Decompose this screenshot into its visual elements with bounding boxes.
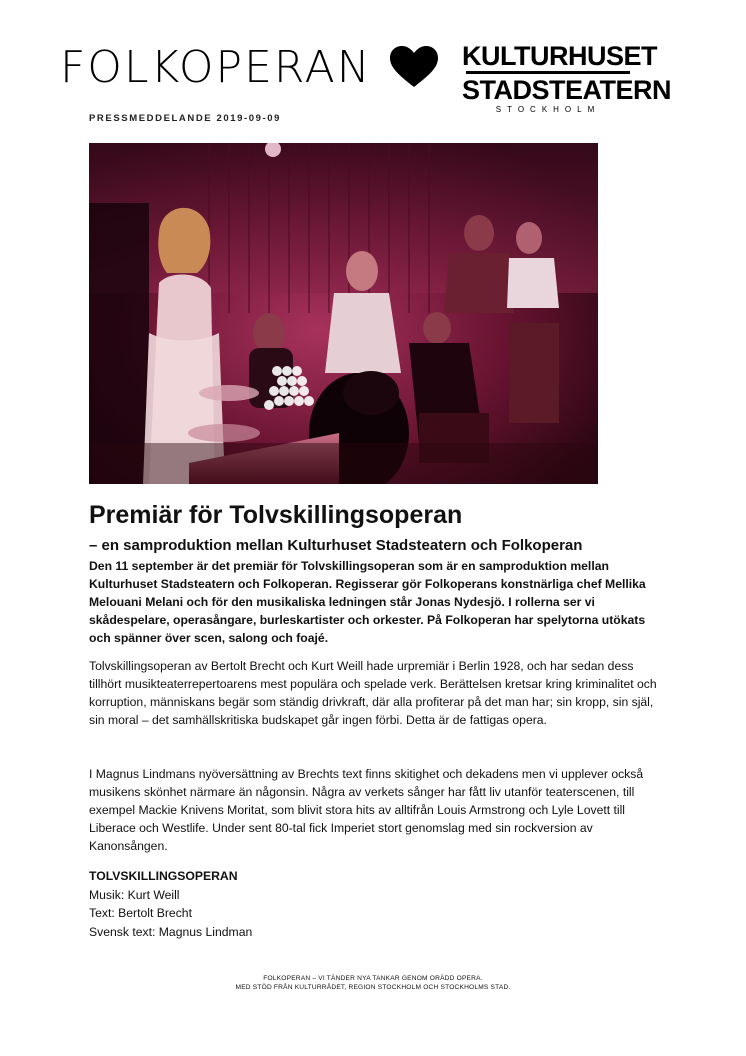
folkoperan-logo: FOLKOPERAN [60, 42, 372, 93]
stage-photo [89, 143, 598, 484]
footer-line: MED STÖD FRÅN KULTURRÅDET, REGION STOCKHOLM OCH STOCKHOLMS STAD. [235, 984, 511, 991]
logo-divider [466, 71, 630, 74]
credits-heading: TOLVSKILLINGSOPERAN [89, 869, 238, 883]
body-paragraph: I Magnus Lindmans nyöversättning av Brechts text finns skitighet och dekadens men vi upplever också musikens skönhet närmare än någonsin. Några av verkets sånger har fått liv utanför teaterscenen, till exempel Mackie Knivens Moritat, som blivit stora hits av alltifrån Louis Armstrong och Lyle Lovett till Liberace och Westlife. Under sent 80-tal fick Imperiet stort genomslag med sin rockversion av Kanonsången. [89, 767, 644, 853]
credits-swedish-text: Svensk text: Magnus Lindman [89, 924, 253, 939]
press-release-date: PRESSMEDDELANDE 2019-09-09 [89, 113, 282, 124]
logo-line-stockholm: STOCKHOLM [495, 105, 601, 114]
body-paragraph: Tolvskillingsoperan av Bertolt Brecht och Kurt Weill hade urpremiär i Berlin 1928, och har sedan dess tillhört musikteaterrepertoarens mest populära och spelade verk. Berättelsen kretsar kring kriminalitet och korruption, människans begär som ständig drivkraft, där alla profiterar på det man har; sin kropp, sin själ, sin moral – det samhällskritiska budskapet går ingen förbi. Detta är de fattigas opera. [89, 659, 657, 727]
logo-line-stadsteatern: STADSTEATERN [462, 75, 671, 105]
logo-line-kulturhuset: KULTURHUSET [462, 41, 657, 71]
page-title: Premiär för Tolvskillingsoperan [89, 501, 463, 529]
page-subtitle: – en samproduktion mellan Kulturhuset Stadsteatern och Folkoperan [89, 537, 583, 554]
footer-line: FOLKOPERAN – VI TÄNDER NYA TANKAR GENOM ORÄDD OPERA. [263, 975, 483, 982]
credits-block [89, 867, 252, 941]
credits-text: Text: Bertolt Brecht [89, 906, 192, 920]
lead-paragraph: Den 11 september är det premiär för Tolvskillingsoperan som är en samproduktion mellan Kulturhuset Stadsteatern och Folkoperan. Regisserar gör Folkoperans konstnärliga chef Mellika Melouani Melani och för den musikaliska ledningen står Jonas Nydesjö. I rollerna ser vi skådespelare, operasångare, burleskartister och orkester. På Folkoperan har spelytorna utökats och spänner över scen, salong och foajé. [89, 559, 646, 645]
kulturhuset-stadsteatern-logo [462, 41, 671, 114]
footer [0, 974, 746, 992]
credits-music: Musik: Kurt Weill [89, 887, 180, 902]
heart-icon [390, 46, 438, 88]
